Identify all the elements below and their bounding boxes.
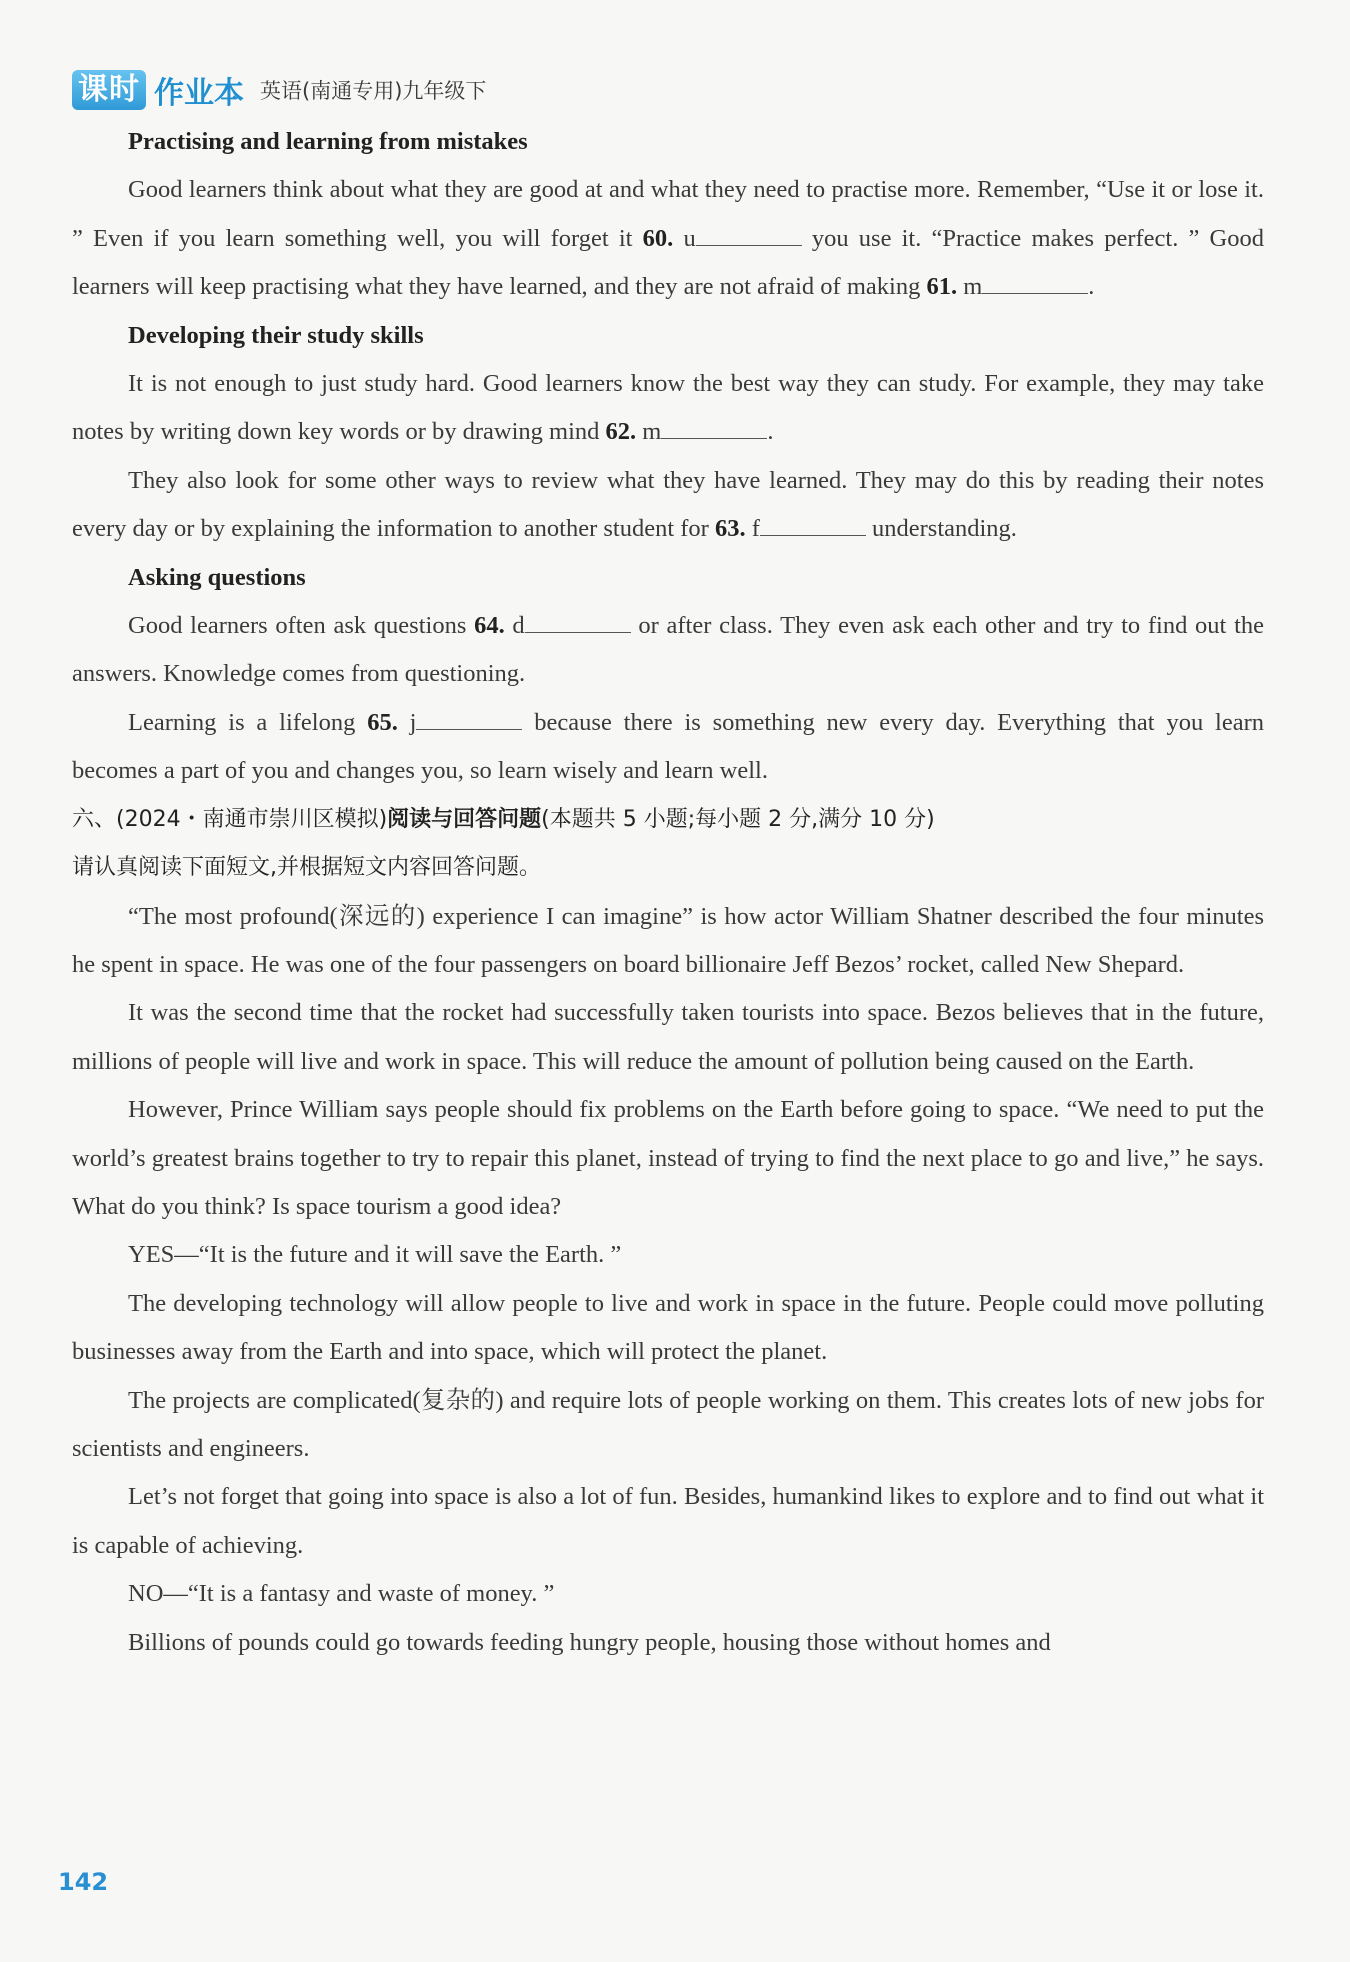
page-content	[72, 118, 1264, 1667]
answer-blank-60[interactable]	[696, 219, 802, 246]
subject-label: 英语(南通专用)九年级下	[260, 79, 487, 103]
reading-paragraph-7: Let’s not forget that going into space is also a lot of fun. Besides, humankind likes to explore and to find out what it is capable of achieving.	[72, 1483, 1264, 1559]
paragraph-developing-1	[72, 360, 1264, 457]
question-number-64: 64.	[474, 612, 505, 640]
reading-paragraph-9: Billions of pounds could go towards feeding hungry people, housing those without homes and	[128, 1628, 1051, 1656]
hint-letter-63: f	[751, 515, 760, 543]
hint-letter-65: j	[409, 708, 417, 736]
part6-title: 阅读与回答问题	[387, 806, 542, 832]
paragraph-text: They also look for some other ways to review what they have learned. They may do this by reading their notes every day or by explaining the information to another student for	[72, 466, 1264, 543]
paragraph-practising	[72, 166, 1264, 311]
reading-paragraph-1: “The most profound(深远的) experience I can imagine” is how actor William Shatner described the four minutes he spent in space. He was one of the four passengers on board billionaire Jeff Bezos’ rocket, called New Shepard.	[72, 902, 1264, 978]
series-logo: 课时	[72, 70, 146, 110]
paragraph-text: because there is something new every day. Everything that you learn becomes a part of you and changes you, so learn wisely and learn well.	[72, 708, 1264, 785]
answer-blank-61[interactable]	[982, 267, 1088, 294]
answer-blank-65[interactable]	[416, 703, 522, 730]
section-heading-developing: Developing their study skills	[128, 321, 424, 349]
section-heading-practising: Practising and learning from mistakes	[128, 128, 528, 155]
paragraph-text: .	[767, 418, 774, 446]
answer-blank-64[interactable]	[525, 606, 631, 633]
paragraph-text: Good learners think about what they are good at and what they need to practise more. Remember, “Use it or lose it. ” Even if you learn something well, you will forget it	[72, 176, 1264, 252]
answer-blank-62[interactable]	[661, 412, 767, 439]
reading-paragraph-8: NO—“It is a fantasy and waste of money. ”	[128, 1580, 555, 1608]
part6-note: (本题共 5 小题;每小题 2 分,满分 10 分)	[541, 806, 935, 832]
question-number-62: 62.	[605, 418, 637, 446]
section-heading-asking: Asking questions	[128, 563, 306, 591]
page-number: 142	[58, 1868, 109, 1896]
reading-paragraph-2: It was the second time that the rocket had successfully taken tourists into space. Bezos believes that in the future, millions of people will live and work in space. This will reduce the amount of pollution being caused on the Earth.	[72, 999, 1264, 1075]
part6-prefix: 六、(2024・南通市崇川区模拟)	[72, 806, 388, 832]
paragraph-text: Learning is a lifelong	[128, 708, 368, 736]
reading-paragraph-4: YES—“It is the future and it will save the Earth. ”	[128, 1241, 622, 1269]
part6-instruction: 请认真阅读下面短文,并根据短文内容回答问题。	[72, 855, 541, 881]
part6-heading	[72, 796, 1264, 844]
question-number-60: 60.	[642, 224, 674, 252]
question-number-61: 61.	[926, 273, 958, 301]
answer-blank-63[interactable]	[760, 509, 866, 536]
page-header	[72, 68, 486, 112]
paragraph-asking-2	[72, 699, 1264, 796]
paragraph-text: It is not enough to just study hard. Good learners know the best way they can study. For example, they may take notes by writing down key words or by drawing mind	[72, 370, 1264, 446]
series-brand: 作业本	[154, 76, 244, 111]
question-number-63: 63.	[714, 515, 746, 543]
paragraph-text: you use it. “Practice makes perfect. ” Good learners will keep practising what they have learned, and they are not afraid of making	[72, 224, 1264, 301]
hint-letter-60: u	[683, 224, 696, 252]
reading-paragraph-3: However, Prince William says people should fix problems on the Earth before going to space. “We need to put the world’s greatest brains together to try to repair this planet, instead of trying to find the next place to go and live,” he says. What do you think? Is space tourism a good idea?	[72, 1096, 1264, 1220]
hint-letter-61: m	[963, 273, 983, 301]
paragraph-asking-1	[72, 602, 1264, 699]
paragraph-text: .	[1088, 273, 1095, 301]
reading-paragraph-5: The developing technology will allow people to live and work in space in the future. People could move polluting businesses away from the Earth and into space, which will protect the planet.	[72, 1289, 1264, 1366]
paragraph-text: understanding.	[872, 515, 1017, 543]
paragraph-text: or after class. They even ask each other and try to find out the answers. Knowledge comes from questioning.	[72, 612, 1265, 688]
paragraph-text: Good learners often ask questions	[128, 612, 475, 640]
hint-letter-62: m	[642, 418, 662, 446]
paragraph-developing-2	[72, 457, 1264, 554]
reading-paragraph-6: The projects are complicated(复杂的) and require lots of people working on them. This creates lots of new jobs for scientists and engineers.	[72, 1386, 1264, 1462]
hint-letter-64: d	[512, 612, 525, 640]
question-number-65: 65.	[367, 708, 398, 736]
